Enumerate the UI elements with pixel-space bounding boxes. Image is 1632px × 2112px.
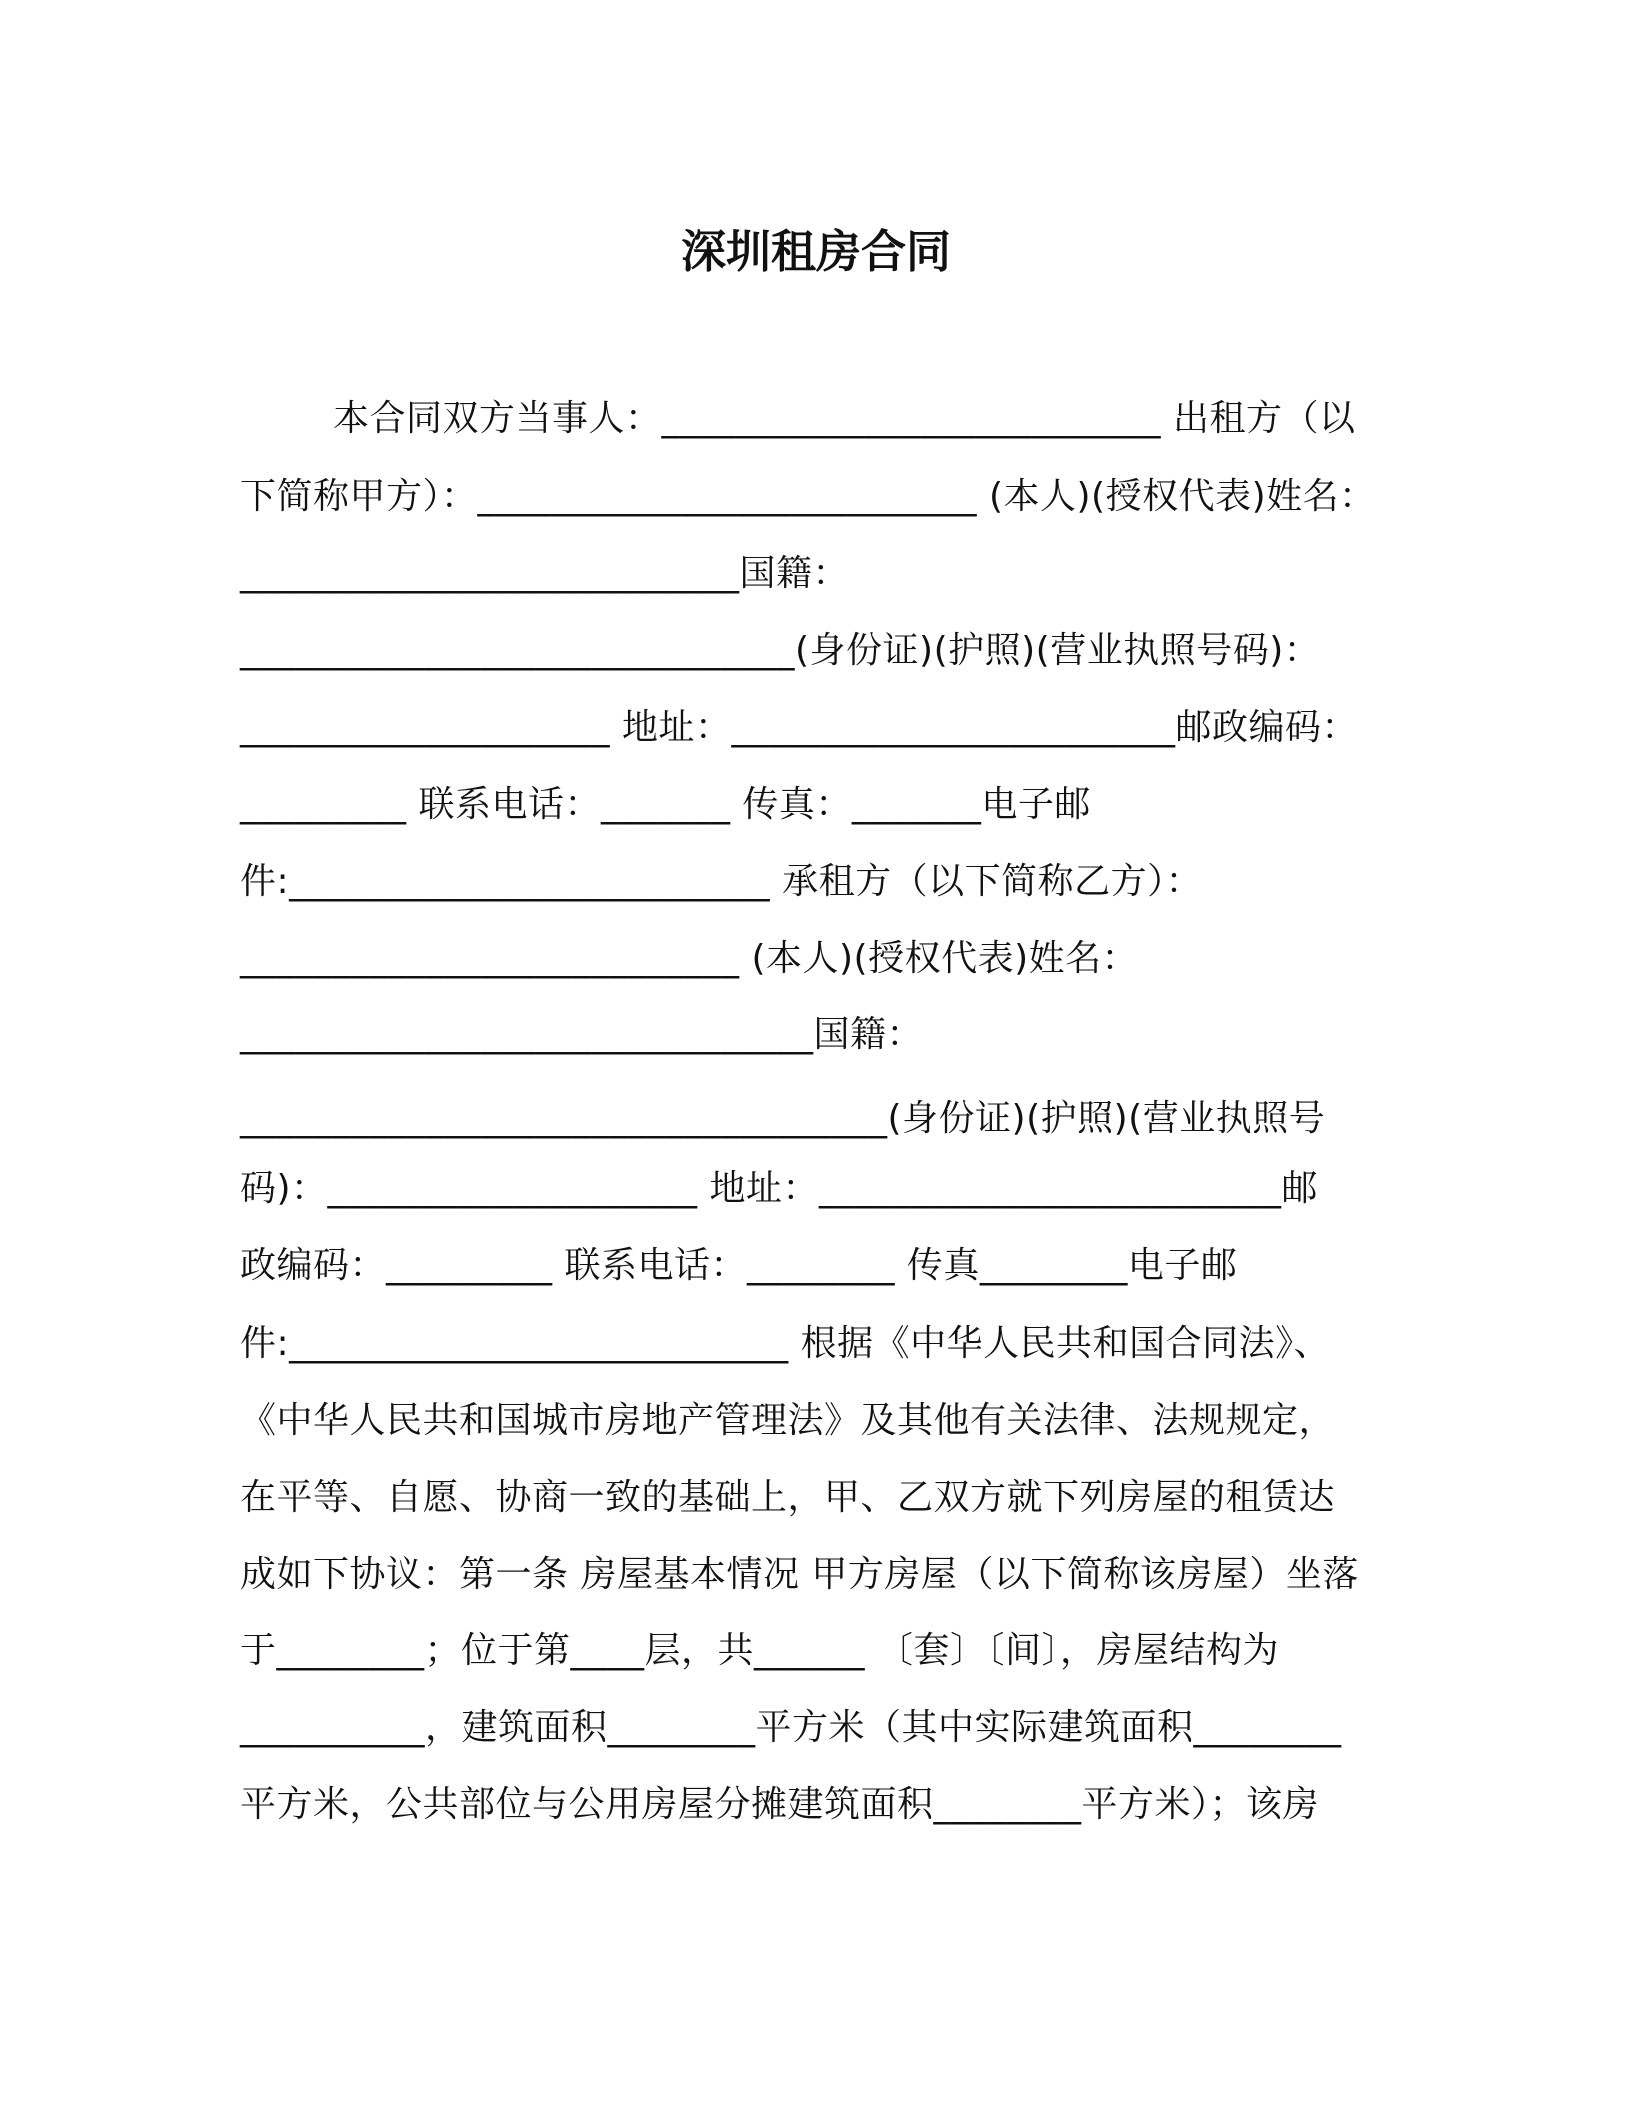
document-title: 深圳租房合同 <box>680 225 951 278</box>
paragraph-line: 政编码：_________ 联系电话：________ 传真________电子邮 <box>240 1245 1238 1286</box>
paragraph-line: ___________________________国籍： <box>240 553 850 594</box>
paragraph-line: 件:__________________________ 承租方（以下简称乙方）： <box>240 861 1203 902</box>
paragraph-line: ____________________ 地址：________________________邮政编码： <box>240 707 1358 748</box>
paragraph-line: __________，建筑面积________平方米（其中实际建筑面积________ <box>240 1707 1342 1748</box>
paragraph-line: _________ 联系电话：_______ 传真：_______电子邮 <box>240 784 1091 825</box>
paragraph-line: 码)：____________________ 地址：_________________________邮 <box>240 1168 1318 1209</box>
paragraph-line: 平方米，公共部位与公用房屋分摊建筑面积________平方米）；该房 <box>240 1784 1320 1825</box>
paragraph-line: ___________________________ (本人)(授权代表)姓名： <box>240 938 1139 979</box>
paragraph-line: ___________________________________(身份证)(护照)(营业执照号 <box>240 1098 1326 1139</box>
paragraph-line: ______________________________(身份证)(护照)(营业执照号码)： <box>240 630 1321 671</box>
paragraph-line: 在平等、自愿、协商一致的基础上，甲、乙双方就下列房屋的租赁达 <box>240 1477 1336 1518</box>
paragraph-line: 成如下协议：第一条 房屋基本情况 甲方房屋（以下简称该房屋）坐落 <box>240 1554 1359 1595</box>
paragraph-line: 件:___________________________ 根据《中华人民共和国合同法》、 <box>240 1323 1331 1364</box>
paragraph-line: 《中华人民共和国城市房地产管理法》及其他有关法律、法规规定， <box>240 1400 1336 1441</box>
paragraph-line: _______________________________国籍： <box>240 1014 924 1055</box>
paragraph-line: 下简称甲方）：___________________________ (本人)(授权代表)姓名： <box>240 476 1376 517</box>
paragraph-line: 本合同双方当事人：___________________________ 出租方（以 <box>333 398 1356 439</box>
paragraph-line: 于________；位于第____层，共______ 〔套〕〔间〕，房屋结构为 <box>240 1630 1279 1671</box>
